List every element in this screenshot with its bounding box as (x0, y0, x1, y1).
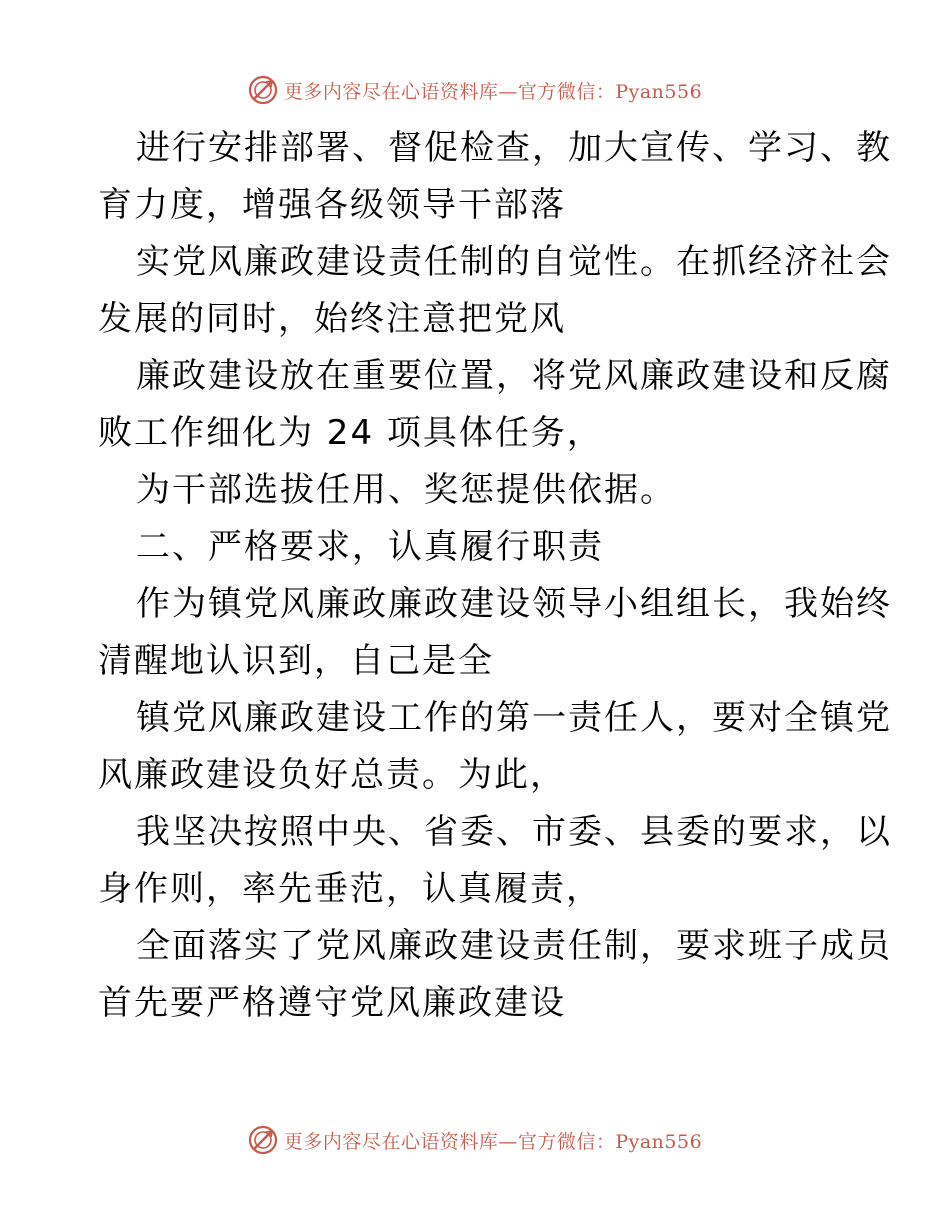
red-seal-logo-icon (248, 1125, 278, 1155)
text-line: 镇党风廉政建设工作的第一责任人，要对全镇党 (136, 698, 892, 738)
text-line: 全面落实了党风廉政建设责任制，要求班子成员 (136, 926, 892, 966)
footer-banner-text: 更多内容尽在心语资料库—官方微信：Pyan556 (283, 1130, 703, 1153)
header-watermark (0, 72, 950, 108)
text-line: 进行安排部署、督促检查，加大宣传、学习、教 (136, 128, 892, 168)
red-seal-logo-icon (248, 75, 278, 105)
text-line: 风廉政建设负好总责。为此， (98, 755, 566, 795)
text-line: 清醒地认识到，自己是全 (98, 641, 494, 681)
text-line: 败工作细化为 24 项具体任务， (98, 413, 603, 453)
text-line: 首先要严格遵守党风廉政建设 (98, 983, 566, 1023)
footer-watermark (0, 1122, 950, 1158)
text-line: 实党风廉政建设责任制的自觉性。在抓经济社会 (136, 242, 892, 282)
header-banner-text: 更多内容尽在心语资料库—官方微信：Pyan556 (283, 80, 703, 103)
text-line: 作为镇党风廉政廉政建设领导小组组长，我始终 (136, 584, 892, 624)
section-heading: 二、严格要求，认真履行职责 (136, 527, 604, 567)
document-body (98, 120, 892, 1032)
text-line: 育力度，增强各级领导干部落 (98, 185, 566, 225)
text-line: 发展的同时，始终注意把党风 (98, 299, 566, 339)
text-line: 廉政建设放在重要位置，将党风廉政建设和反腐 (136, 356, 892, 396)
text-line: 身作则，率先垂范，认真履责， (98, 869, 602, 909)
text-line: 为干部选拔任用、奖惩提供依据。 (136, 470, 676, 510)
text-line: 我坚决按照中央、省委、市委、县委的要求，以 (136, 812, 892, 852)
